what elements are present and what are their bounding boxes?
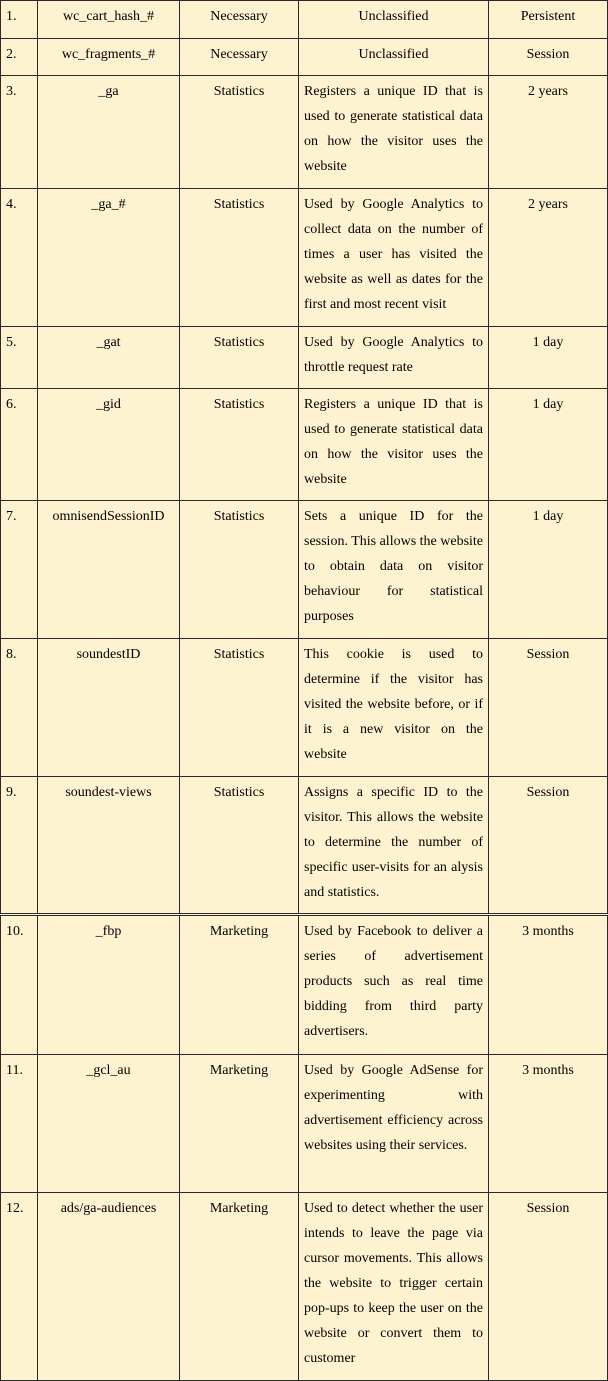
- cookie-expiry: 1 day: [489, 389, 608, 501]
- cookie-type: Statistics: [180, 389, 299, 501]
- cookie-name: wc_fragments_#: [38, 39, 180, 76]
- cookie-name: wc_cart_hash_#: [38, 1, 180, 39]
- cookie-name: _ga_#: [38, 189, 180, 327]
- row-number: 11.: [1, 1055, 38, 1193]
- table-row: [1, 189, 608, 327]
- cookie-name: _ga: [38, 76, 180, 189]
- cookie-purpose: Used by Google Analytics to throttle request rate: [299, 327, 489, 389]
- table-row: [1, 1055, 608, 1193]
- cookie-name: _fbp: [38, 915, 180, 1055]
- cookie-expiry: Persistent: [489, 1, 608, 39]
- row-number: 6.: [1, 389, 38, 501]
- cookie-purpose: Used by Google Analytics to collect data on the number of times a user has visited the website as well as dates for the first and most recent visit: [299, 189, 489, 327]
- row-number: 9.: [1, 777, 38, 915]
- cookie-expiry: Session: [489, 39, 608, 76]
- cookie-name: _gat: [38, 327, 180, 389]
- table-row: [1, 327, 608, 389]
- cookie-purpose: Used by Facebook to deliver a series of advertisement products such as real time bidding from third party advertisers.: [299, 915, 489, 1055]
- cookie-name: _gid: [38, 389, 180, 501]
- row-number: 10.: [1, 915, 38, 1055]
- cookie-expiry: Session: [489, 1193, 608, 1381]
- cookie-expiry: 3 months: [489, 915, 608, 1055]
- cookie-type: Necessary: [180, 1, 299, 39]
- cookie-expiry: 1 day: [489, 501, 608, 639]
- cookie-type: Marketing: [180, 915, 299, 1055]
- cookie-expiry: 2 years: [489, 76, 608, 189]
- cookie-purpose: Registers a unique ID that is used to generate statistical data on how the visitor uses the website: [299, 76, 489, 189]
- cookie-name: soundest-views: [38, 777, 180, 915]
- row-number: 12.: [1, 1193, 38, 1381]
- row-number: 3.: [1, 76, 38, 189]
- cookie-purpose: Unclassified: [299, 39, 489, 76]
- row-number: 4.: [1, 189, 38, 327]
- cookie-type: Statistics: [180, 501, 299, 639]
- cookie-purpose: Used to detect whether the user intends to leave the page via cursor movements. This allows the website to trigger certain pop-ups to keep the user on the website or convert them to customer: [299, 1193, 489, 1381]
- table-row: [1, 777, 608, 915]
- cookie-expiry: Session: [489, 777, 608, 915]
- cookie-purpose: Assigns a specific ID to the visitor. This allows the website to determine the number of specific user-visits for an alysis and statistics.: [299, 777, 489, 915]
- table-row: [1, 1193, 608, 1381]
- cookie-purpose: Used by Google AdSense for experimenting with advertisement efficiency across websites using their services.: [299, 1055, 489, 1193]
- row-number: 5.: [1, 327, 38, 389]
- cookie-name: soundestID: [38, 639, 180, 777]
- cookie-type: Marketing: [180, 1055, 299, 1193]
- cookie-type: Statistics: [180, 777, 299, 915]
- cookie-expiry: 3 months: [489, 1055, 608, 1193]
- table-row: [1, 76, 608, 189]
- cookie-type: Statistics: [180, 189, 299, 327]
- cookie-purpose: Sets a unique ID for the session. This allows the website to obtain data on visitor behaviour for statistical purposes: [299, 501, 489, 639]
- table-row: [1, 39, 608, 76]
- cookie-expiry: Session: [489, 639, 608, 777]
- table-row: [1, 501, 608, 639]
- table-row: [1, 915, 608, 1055]
- table-row: [1, 389, 608, 501]
- cookie-type: Statistics: [180, 327, 299, 389]
- row-number: 7.: [1, 501, 38, 639]
- cookie-purpose: Unclassified: [299, 1, 489, 39]
- cookie-purpose: Registers a unique ID that is used to generate statistical data on how the visitor uses the website: [299, 389, 489, 501]
- cookie-type: Necessary: [180, 39, 299, 76]
- row-number: 1.: [1, 1, 38, 39]
- cookie-purpose: This cookie is used to determine if the visitor has visited the website before, or if it is a new visitor on the website: [299, 639, 489, 777]
- row-number: 8.: [1, 639, 38, 777]
- cookie-type: Statistics: [180, 76, 299, 189]
- row-number: 2.: [1, 39, 38, 76]
- cookie-expiry: 2 years: [489, 189, 608, 327]
- cookie-name: ads/ga-audiences: [38, 1193, 180, 1381]
- table-row: [1, 639, 608, 777]
- cookie-name: _gcl_au: [38, 1055, 180, 1193]
- cookie-type: Statistics: [180, 639, 299, 777]
- cookie-type: Marketing: [180, 1193, 299, 1381]
- cookie-name: omnisendSessionID: [38, 501, 180, 639]
- table-row: [1, 1, 608, 39]
- cookie-expiry: 1 day: [489, 327, 608, 389]
